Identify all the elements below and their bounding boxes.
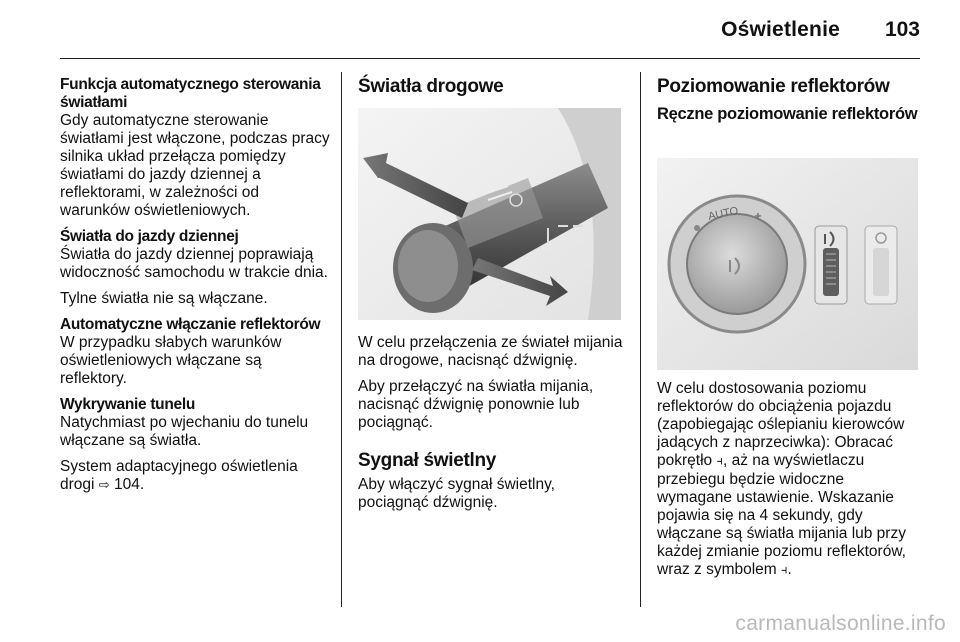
column-divider [341,72,342,607]
headlight-leveling-heading: Poziomowanie reflektorów [657,76,890,97]
watermark: carmanualsonline.info [735,612,946,635]
drl-text: Światła do jazdy dziennej poprawiają widoczność samochodu w trakcie dnia. [60,246,328,281]
drl-heading: Światła do jazdy dziennej [60,228,239,245]
auto-label: AUTO [707,204,740,223]
auto-light-intro: Gdy automatyczne sterowanie światłami jest włączone, podczas pracy silnika układ przełącza pomiędzy światłami do jazdy dziennej a reflektorami, w zależności od warunków oświetleniowych. [60,112,330,219]
afl-text [60,458,332,495]
column-middle [358,76,628,98]
leveling-instructions [657,380,922,580]
high-beam-heading: Światła drogowe [358,76,504,97]
headlight-flash-text: Aby włączyć sygnał świetlny, pociągnąć dźwignię. [358,476,555,511]
auto-light-heading: Funkcja automatycznego sterowania światłami [60,76,321,111]
auto-on-heading: Automatyczne włączanie reflektorów [60,316,321,333]
high-beam-text-1: W celu przełączenia ze świateł mijania na drogowe, nacisnąć dźwignię. [358,334,623,369]
column-right [657,76,922,124]
drl-note: Tylne światła nie są włączane. [60,290,268,307]
auto-on-text: W przypadku słabych warunków oświetleniowych włączane są reflektory. [60,334,282,387]
headlight-leveling-icon: ⫞ [716,454,723,469]
afl-label: System adaptacyjnego oświetlenia drogi [60,458,298,493]
page-number: 103 [884,18,920,41]
headlight-flash-heading: Sygnał świetlny [358,450,497,471]
column-right-text [657,380,922,588]
light-switch-panel-illustration [657,158,918,370]
column-left [60,76,332,503]
headlight-leveling-icon: ⫞ [781,563,788,578]
leveling-text-part1: W celu dostosowania poziomu reflektorów do obciążenia pojazdu (zapobiegając oślepianiu kierowców jadących z naprzeciwka): Obracać pokrętło [657,380,905,469]
tunnel-heading: Wykrywanie tunelu [60,396,196,413]
leveling-text-end: . [787,561,792,578]
page-reference-arrow-icon[interactable]: ⇨ [98,478,110,493]
leveling-text-part2: , aż na wyświetlaczu przebiegu będzie widoczne wymagane ustawienie. Wskazanie pojawia się na 4 sekundy, gdy włączane są światła mijania lub przy każdej zmianie poziomu reflektorów, wraz z symbolem [657,452,906,578]
afl-page-ref[interactable]: 104. [114,476,145,493]
column-middle-text [358,334,628,520]
tunnel-text: Natychmiast po wjechaniu do tunelu włączane są światła. [60,414,309,449]
page-title: Oświetlenie [721,18,840,41]
column-divider [640,72,641,607]
manual-leveling-subheading: Ręczne poziomowanie reflektorów [657,105,918,123]
turn-signal-lever-illustration [358,108,621,320]
high-beam-text-2: Aby przełączyć na światła mijania, nacisnąć dźwignię ponownie lub pociągnąć. [358,378,594,431]
header-divider [60,58,920,59]
